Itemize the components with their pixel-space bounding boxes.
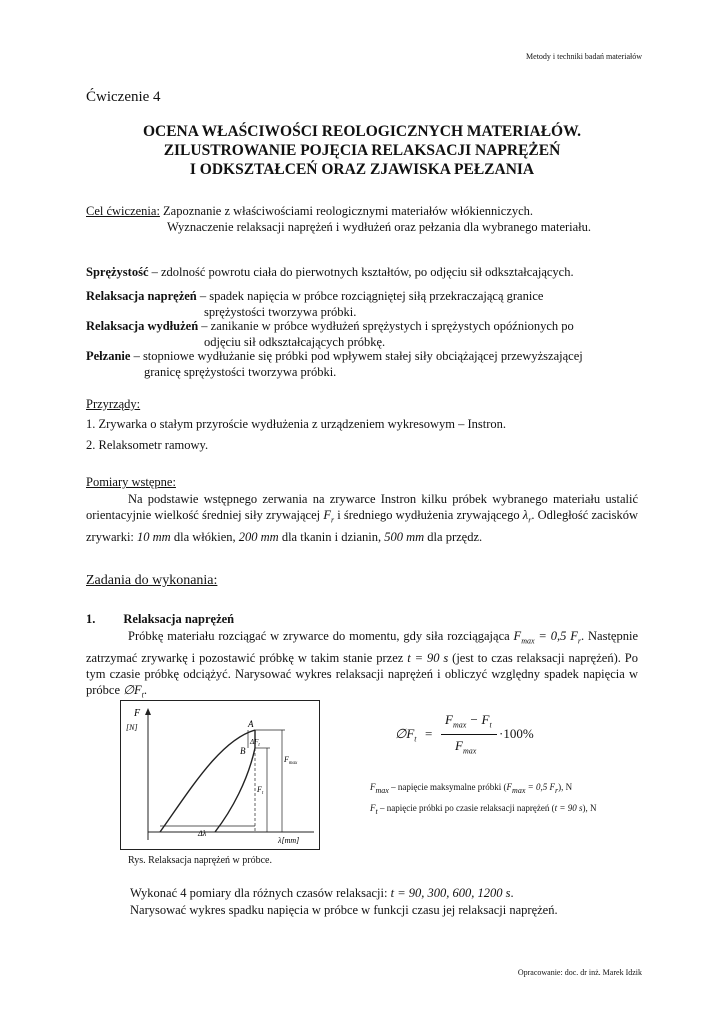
footer: Opracowanie: doc. dr inż. Marek Idzik bbox=[517, 968, 642, 977]
prelim-paragraph bbox=[86, 491, 638, 545]
fmax-symbol: F bbox=[513, 629, 522, 643]
formula-eq: = bbox=[425, 726, 433, 741]
creep-term: Pełzanie bbox=[86, 349, 131, 363]
delta-ft-subscript: t bbox=[141, 690, 144, 699]
fraction-bar bbox=[441, 734, 497, 735]
title-line-2: ZILUSTROWANIE POJĘCIA RELAKSACJI NAPRĘŻEŃ bbox=[163, 142, 561, 159]
relax-times: t = 90, 300, 600, 1200 s bbox=[390, 886, 511, 900]
title-line-3: I ODKSZTAŁCEŃ ORAZ ZJAWISKA PEŁZANIA bbox=[189, 161, 535, 178]
closing-line-1: Wykonać 4 pomiary dla różnych czasów relaksacji: t = 90, 300, 600, 1200 s. bbox=[130, 886, 514, 900]
task1-text-2: . Następnie zatrzymać zrywarkę i pozostawić próbkę w takim stanie przez bbox=[86, 629, 638, 665]
fmax-subscript: max bbox=[521, 636, 535, 646]
task1-text-4: . bbox=[143, 682, 148, 697]
prelim-label bbox=[86, 474, 638, 490]
figure-caption: Rys. Relaksacja naprężeń w próbce. bbox=[128, 855, 272, 866]
stress-term: Relaksacja naprężeń bbox=[86, 289, 197, 303]
y-axis-arrow bbox=[145, 708, 151, 715]
fmax-sub: max bbox=[288, 761, 298, 766]
definition-creep bbox=[86, 348, 638, 380]
relaxation-figure bbox=[120, 700, 320, 850]
unloading-curve bbox=[215, 748, 255, 832]
y-label: F bbox=[134, 708, 141, 719]
point-b: B bbox=[240, 746, 246, 756]
formula-numerator: $F_{max} - F_t$ bbox=[445, 712, 492, 730]
ft-label bbox=[256, 785, 264, 796]
document-title bbox=[60, 122, 664, 179]
legend-ft: $F_t$ – napięcie próbki po czasie relaksacji naprężeń (t = 90 s), N bbox=[370, 803, 597, 816]
point-a: A bbox=[248, 719, 254, 729]
instrument-item-1: 1. Zrywarka o stałym przyroście wydłużenia z urządzeniem wykresowym – Instron. bbox=[86, 417, 507, 431]
stress-text-1: – spadek napięcia w próbce rozciągniętej siłą przekraczającą granice bbox=[196, 289, 544, 303]
prelim-text-3: . Odległość zacisków zrywarki: bbox=[86, 508, 639, 544]
instruments-heading: Przyrządy: bbox=[86, 397, 141, 411]
relax-time: t = 90 s bbox=[407, 650, 449, 665]
title-line-1: OCENA WŁAŚCIWOŚCI REOLOGICZNYCH MATERIAŁÓW. bbox=[142, 123, 582, 140]
figure-frame bbox=[121, 701, 320, 850]
elasticity-term: Sprężystość bbox=[86, 265, 149, 279]
delta-lambda-label: Δλ bbox=[198, 829, 207, 838]
delta-ft-sub: t bbox=[258, 743, 260, 748]
definition-stress-relaxation bbox=[86, 288, 638, 320]
task1-paragraph bbox=[86, 628, 638, 703]
prelim-text-4: dla włókien, bbox=[170, 529, 239, 544]
running-header: Metody i techniki badań materiałów bbox=[526, 52, 642, 61]
fmax-text: F bbox=[284, 755, 289, 764]
lr-symbol: λ bbox=[522, 508, 529, 522]
fmax-label bbox=[283, 755, 298, 766]
x-label: λ[mm] bbox=[278, 836, 300, 845]
y-unit: [N] bbox=[126, 723, 138, 732]
prelim-text-6: dla przędz. bbox=[424, 529, 483, 544]
prelim-text-5: dla tkanin i dzianin, bbox=[278, 529, 385, 544]
stress-text-2: sprężystości tworzywa próbki. bbox=[204, 305, 357, 319]
task1-heading-row bbox=[86, 611, 638, 627]
prelim-text-1: Na podstawie wstępnego zerwania na zrywarce Instron kilku próbek wybranego materiału ustalić orientacyjnie wielkość średniej siły zrywającej bbox=[86, 492, 638, 522]
strain-term: Relaksacja wydłużeń bbox=[86, 319, 199, 333]
legend-fmax: $F_{max}$ – napięcie maksymalne próbki ($F_{max} = 0,5$ $F_r$), N bbox=[370, 782, 573, 795]
strain-text-1: – zanikanie w próbce wydłużeń sprężystych i sprężystych opóźnionych po bbox=[198, 319, 574, 333]
fr-symbol: F bbox=[323, 508, 331, 522]
distance-fibers: 10 mm bbox=[137, 529, 171, 544]
fr-subscript: r bbox=[330, 515, 335, 525]
fr-subscript-2: r bbox=[577, 636, 581, 646]
strain-text-2: odjęciu sił odkształcających próbkę. bbox=[204, 335, 386, 349]
ft-sub: t bbox=[261, 791, 264, 796]
ft-text: F bbox=[257, 785, 262, 794]
definition-elasticity bbox=[86, 264, 638, 280]
instruments-label bbox=[86, 396, 638, 412]
delta-ft-symbol: ∅F bbox=[123, 682, 142, 697]
distance-fabrics: 200 mm bbox=[238, 529, 279, 544]
goal-section bbox=[86, 203, 638, 235]
prelim-text-2: i średniego wydłużenia zrywającego bbox=[334, 508, 523, 522]
creep-text-2: granicę sprężystości tworzywa próbki. bbox=[144, 365, 337, 379]
closing-line-2: Narysować wykres spadku napięcia w próbce w funkcji czasu jej relaksacji naprężeń. bbox=[130, 903, 558, 917]
tasks-heading: Zadania do wykonania: bbox=[86, 573, 218, 588]
task1-text-3: (jest to czas relaksacji naprężeń). Po tym czasie próbkę odciążyć. Narysować wykres relaksacji naprężeń i obliczyć względny spadek napięcia w próbce bbox=[86, 650, 638, 697]
goal-line-1: Zapoznanie z właściwościami reologicznymi materiałów włókienniczych. bbox=[159, 204, 534, 218]
task1-heading: Relaksacja naprężeń bbox=[123, 612, 235, 626]
exercise-number: Ćwiczenie 4 bbox=[86, 89, 161, 105]
goal-line-2: Wyznaczenie relaksacji naprężeń i wydłużeń oraz pełzania dla wybranego materiału. bbox=[167, 220, 592, 234]
distance-yarns: 500 mm bbox=[384, 529, 425, 544]
task1-number: 1. bbox=[86, 612, 96, 626]
elasticity-text: – zdolność powrotu ciała do pierwotnych kształtów, po odjęciu sił odkształcających. bbox=[148, 265, 574, 279]
tasks-label bbox=[86, 573, 638, 589]
task1-text-1: Próbkę materiału rozciągać w zrywarce do momentu, gdy siła rozciągająca bbox=[128, 629, 514, 643]
definition-strain-relaxation bbox=[86, 318, 638, 350]
delta-ft-text: ΔF bbox=[250, 738, 259, 746]
fmax-value: = 0,5 F bbox=[534, 629, 578, 643]
formula-denominator: $F_{max}$ bbox=[455, 738, 477, 756]
formula-multiplier: ·100% bbox=[499, 726, 534, 741]
goal-label: Cel ćwiczenia: bbox=[86, 204, 160, 218]
creep-text-1: – stopniowe wydłużanie się próbki pod wpływem stałej siły obciążającej przewyższającej bbox=[130, 349, 583, 363]
prelim-heading: Pomiary wstępne: bbox=[86, 475, 176, 489]
formula bbox=[395, 712, 555, 762]
formula-lhs: $\emptyset F_t$ bbox=[395, 726, 417, 744]
instrument-item-2: 2. Relaksometr ramowy. bbox=[86, 438, 209, 452]
lr-subscript: r bbox=[528, 515, 532, 525]
